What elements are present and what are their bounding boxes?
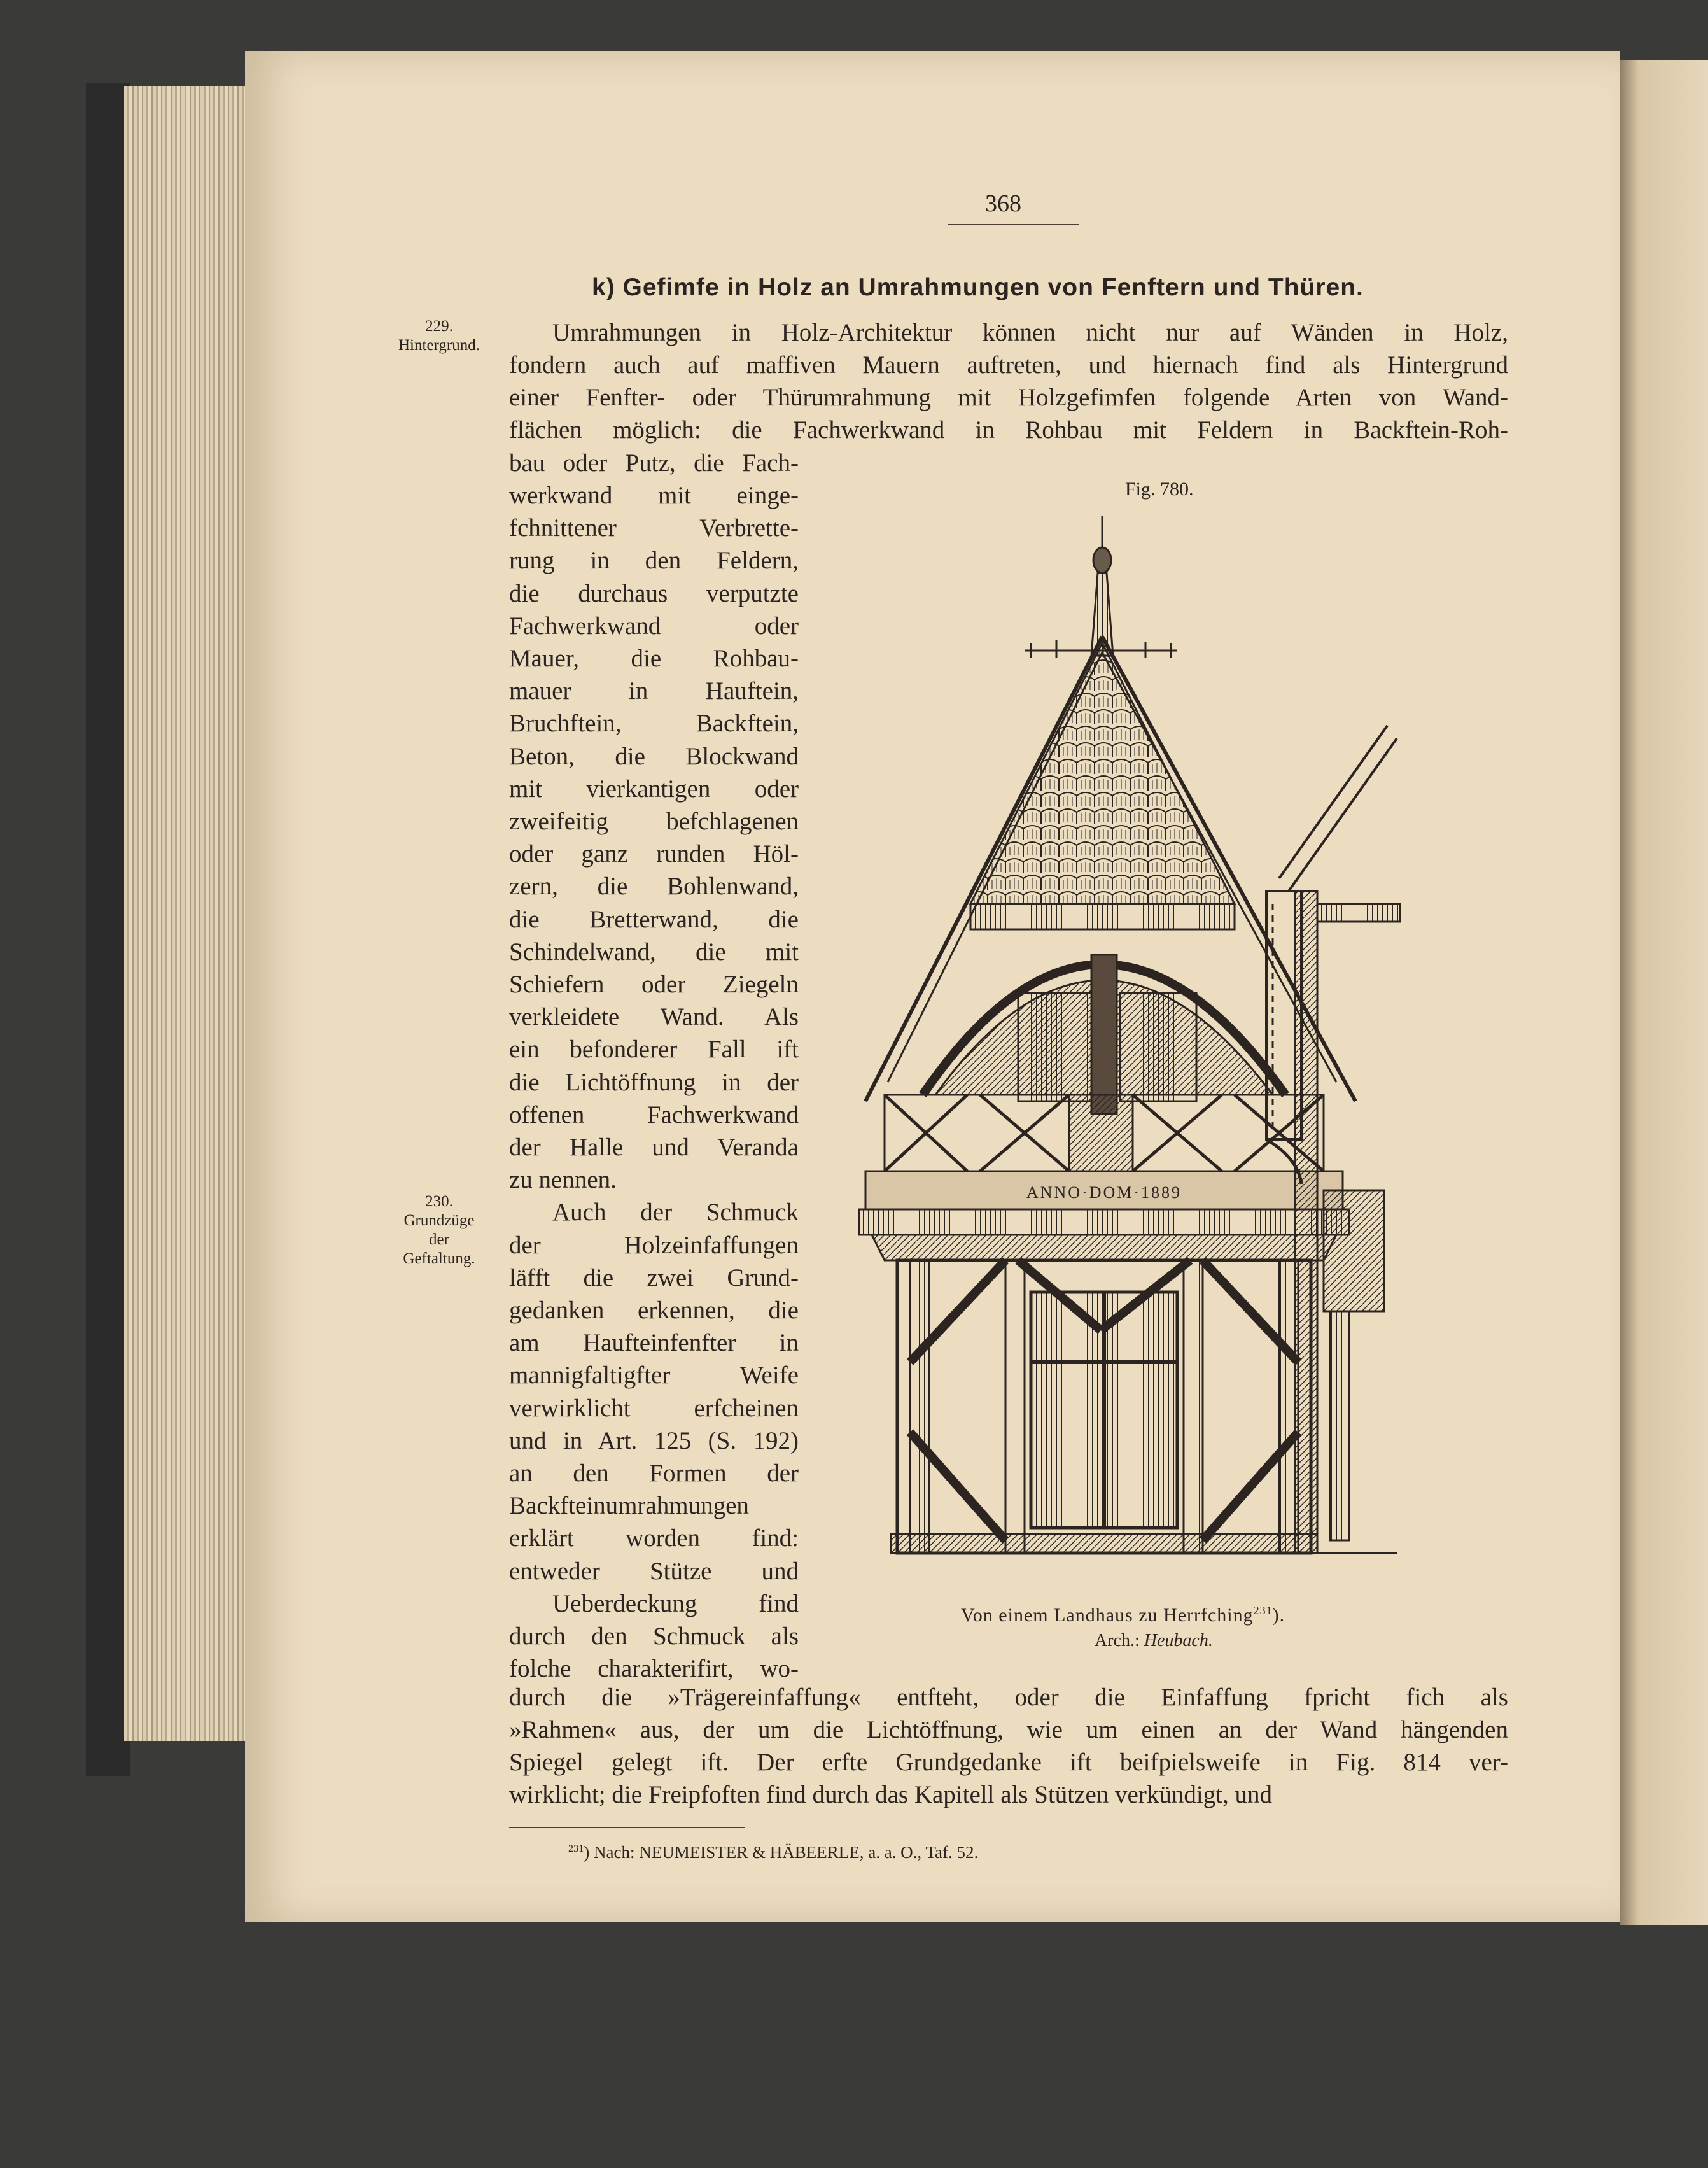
text-line: der Halle und Veranda <box>509 1134 799 1161</box>
figure-label: Fig. 780. <box>1125 479 1194 500</box>
margin-note-229 <box>382 317 496 355</box>
text-line: durch den Schmuck als <box>509 1622 799 1650</box>
figure-caption-end: ). <box>1272 1605 1285 1626</box>
adjacent-page <box>1620 60 1708 1925</box>
text-line: Mauer, die Rohbau- <box>509 645 799 672</box>
text-line: Beton, die Blockwand <box>509 742 799 770</box>
text-line: rung in den Feldern, <box>509 547 799 575</box>
text-line: Schindelwand, die mit <box>509 938 799 966</box>
text-line: mannigfaltigfter Weife <box>509 1362 799 1390</box>
text-line: fchnittener Verbrette- <box>509 514 799 542</box>
margin-note-line: Geftaltung. <box>403 1250 475 1267</box>
text-line: gedanken erkennen, die <box>509 1297 799 1324</box>
footnote-number: 231 <box>568 1843 584 1854</box>
text-line: Schiefern oder Ziegeln <box>509 971 799 998</box>
text-line: flächen möglich: die Fachwerkwand in Rohbau mit Feldern in Backftein-Roh- <box>509 416 1508 444</box>
margin-note-230 <box>382 1192 496 1269</box>
text-line: erklärt worden find: <box>509 1524 799 1552</box>
margin-note-number: 229. <box>425 318 453 335</box>
text-line: die Bretterwand, die <box>509 905 799 933</box>
page-number-rule <box>948 224 1079 225</box>
text-line: an den Formen der <box>509 1460 799 1487</box>
architect-name: Heubach. <box>1144 1631 1213 1651</box>
text-line: ein befonderer Fall ift <box>509 1036 799 1064</box>
house-gable-drawing <box>827 509 1527 1572</box>
page-edges <box>124 86 258 1741</box>
text-line: zweifeitig befchlagenen <box>509 808 799 835</box>
text-line: zu nennen. <box>509 1166 617 1194</box>
text-line: durch die »Trägereinfaffung« entfteht, oder die Einfaffung fpricht fich als <box>509 1684 1508 1711</box>
text-line: Umrahmungen in Holz-Architektur können nicht nur auf Wänden in Holz, <box>552 319 1508 346</box>
text-line: verkleidete Wand. Als <box>509 1003 799 1031</box>
figure-architect <box>1095 1631 1213 1651</box>
footnote-rule <box>509 1827 745 1828</box>
margin-note-line: Hintergrund. <box>398 337 480 354</box>
text-line: Fachwerkwand oder <box>509 612 799 640</box>
architect-prefix: Arch.: <box>1095 1631 1140 1651</box>
text-line: zern, die Bohlenwand, <box>509 873 799 901</box>
text-line: mauer in Hauftein, <box>509 677 799 705</box>
footnote <box>568 1843 978 1862</box>
margin-note-line: der <box>429 1231 449 1248</box>
figure-inscription: ANNO·DOM·1889 <box>1026 1183 1182 1202</box>
drawing-lines <box>859 516 1400 1553</box>
text-line: wirklicht; die Freipfoften find durch das Kapitell als Stützen verkündigt, und <box>509 1781 1272 1808</box>
text-line: am Haufteinfenfter in <box>509 1329 799 1357</box>
figure-caption-text: Von einem Landhaus zu Herrfching <box>961 1605 1254 1626</box>
figure-caption-ref: 231 <box>1253 1604 1273 1617</box>
margin-note-line: Grundzüge <box>403 1212 475 1229</box>
text-line: entweder Stütze und <box>509 1557 799 1585</box>
text-line: Backfteinumrahmungen <box>509 1492 749 1520</box>
text-line: Auch der Schmuck <box>552 1199 799 1227</box>
text-line: Ueberdeckung find <box>552 1589 799 1617</box>
text-line: einer Fenfter- oder Thürumrahmung mit Holzgefimfen folgende Arten von Wand- <box>509 384 1508 411</box>
text-line: fondern auch auf maffiven Mauern auftreten, und hiernach find als Hintergrund <box>509 351 1508 379</box>
text-line: »Rahmen« aus, der um die Lichtöffnung, wie um einen an der Wand hängenden <box>509 1716 1508 1743</box>
text-line: bau oder Putz, die Fach- <box>509 449 799 477</box>
text-line: Bruchftein, Backftein, <box>509 710 799 738</box>
section-heading: k) Gefimfe in Holz an Umrahmungen von Fenftern und Thüren. <box>592 274 1364 301</box>
text-line: läfft die zwei Grund- <box>509 1263 799 1292</box>
text-line: werkwand mit einge- <box>509 482 799 509</box>
text-line: offenen Fachwerkwand <box>509 1101 799 1129</box>
page-number: 368 <box>985 190 1021 217</box>
margin-note-number: 230. <box>425 1193 453 1210</box>
text-line: oder ganz runden Höl- <box>509 840 799 868</box>
text-line: der Holzeinfaffungen <box>509 1231 799 1259</box>
figure-caption <box>961 1604 1285 1626</box>
text-line: die durchaus verputzte <box>509 579 799 607</box>
text-line: folche charakterifirt, wo- <box>509 1655 799 1683</box>
text-line: Spiegel gelegt ift. Der erfte Grundgedanke ift beifpielsweife in Fig. 814 ver- <box>509 1749 1508 1776</box>
text-line: die Lichtöffnung in der <box>509 1068 799 1096</box>
text-line: mit vierkantigen oder <box>509 775 799 803</box>
text-line: verwirklicht erfcheinen <box>509 1394 799 1422</box>
text-line: und in Art. 125 (S. 192) <box>509 1426 799 1454</box>
footnote-text: ) Nach: NEUMEISTER & HÄBEERLE, a. a. O., Taf. 52. <box>584 1843 979 1862</box>
